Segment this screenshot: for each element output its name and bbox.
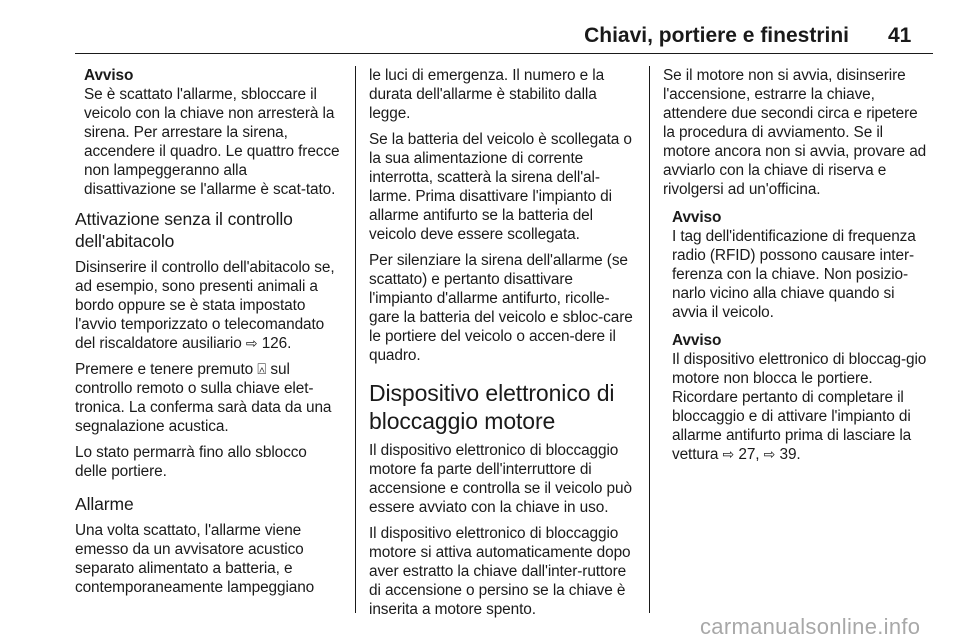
- header-rule: [75, 53, 933, 54]
- watermark: carmanualsonline.info: [700, 614, 921, 639]
- paragraph-text: Disinserire il controllo dell'abitacolo se, ad esempio, sono presenti animali a bordo oppure se è stata impostato l'avvio temporizzato o telecomandato del riscaldatore ausiliario: [75, 259, 335, 352]
- heading-immobilizer: Dispositivo elettronico di bloccaggio motore: [369, 380, 615, 434]
- heading-activation-without-interior: Attivazione senza il controllo dell'abitacolo: [75, 209, 293, 251]
- heading-alarm: Allarme: [75, 494, 134, 514]
- notice-title: Avviso: [84, 67, 134, 84]
- reference-arrow-icon: ⇨: [763, 446, 776, 462]
- notice-text: Il dispositivo elettronico di bloccag-gio motore non blocca le portiere. Ricordare pertanto di completare il bloccaggio e di attivare l'impianto di allarme antifurto prima di lasciare la vettura: [672, 351, 927, 463]
- paragraph-text: Premere e tenere premuto: [75, 361, 254, 378]
- paragraph-immobilizer-2: Il dispositivo elettronico di bloccaggio motore si attiva automaticamente dopo aver estratto la chiave dall'inter-ruttore di accensione o persino se la chiave è inserita a motore spento.: [369, 525, 631, 618]
- paragraph-battery: Se la batteria del veicolo è scollegata o la sua alimentazione di corrente interrotta, scatterà la sirena dell'al-larme. Prima disattivare l'impianto di allarme antifurto se la batteria del veicolo deve essere scollegata.: [369, 131, 632, 243]
- column-2: [369, 66, 635, 626]
- page-number: 41: [888, 24, 912, 47]
- reference-arrow-icon: ⇨: [245, 335, 258, 351]
- notice-immobilizer: [663, 331, 929, 464]
- paragraph-alarm-continued: le luci di emergenza. Il numero e la durata dell'allarme è stabilito dalla legge.: [369, 67, 605, 122]
- paragraph-activation: [75, 258, 341, 353]
- paragraph-alarm-start: Una volta scattato, l'allarme viene emesso da un avvisatore acustico separato alimentato a batteria, e contemporaneamente lampeggiano: [75, 522, 315, 596]
- notice-title: Avviso: [672, 332, 722, 349]
- paragraph-press-button: [75, 360, 341, 436]
- column-3: [663, 66, 929, 473]
- page-reference-link[interactable]: 126.: [261, 335, 292, 352]
- paragraph-text: sul controllo remoto o sulla chiave elet-tronica. La conferma sarà data da una segnalazione acustica.: [75, 361, 332, 435]
- column-1: [75, 66, 341, 604]
- notice-title: Avviso: [672, 209, 722, 226]
- lock-button-icon: ⍓: [257, 361, 267, 378]
- column-divider-2: [649, 66, 650, 613]
- page-reference-link[interactable]: 27,: [738, 446, 760, 463]
- section-title: Chiavi, portiere e finestrini: [584, 24, 849, 47]
- notice-alarm-unlock: [75, 66, 341, 199]
- paragraph-engine-start: Se il motore non si avvia, disinserire l'accensione, estrarre la chiave, attendere due secondi circa e ripetere la procedura di avviamento. Se il motore ancora non si avvia, provare ad avviarlo con la chiave di riserva e rivolgersi ad un'officina.: [663, 67, 927, 198]
- paragraph-silence-siren: Per silenziare la sirena dell'allarme (se scattato) e pertanto disattivare l'impianto d'allarme antifurto, ricolle-gare la batteria del veicolo e sbloc-care le portiere del veicolo o accen-dere il quadro.: [369, 252, 633, 364]
- notice-text: Se è scattato l'allarme, sbloccare il veicolo con la chiave non arresterà la sirena. Per arrestare la sirena, accendere il quadro. Le quattro frecce non lampeggeranno alla disattivazione se l'allarme è scat-tato.: [84, 86, 340, 198]
- notice-text: I tag dell'identificazione di frequenza radio (RFID) possono causare inter-ferenza con la chiave. Non posizio-narlo vicino alla chiave quando si avvia il veicolo.: [672, 228, 916, 321]
- paragraph-state: Lo stato permarrà fino allo sblocco delle portiere.: [75, 444, 307, 480]
- column-divider-1: [355, 66, 356, 613]
- page-reference-link[interactable]: 39.: [779, 446, 801, 463]
- reference-arrow-icon: ⇨: [722, 446, 735, 462]
- notice-rfid: [663, 208, 929, 322]
- paragraph-immobilizer-1: Il dispositivo elettronico di bloccaggio motore fa parte dell'interruttore di accensione e controlla se il veicolo può essere avviato con la chiave in uso.: [369, 442, 632, 516]
